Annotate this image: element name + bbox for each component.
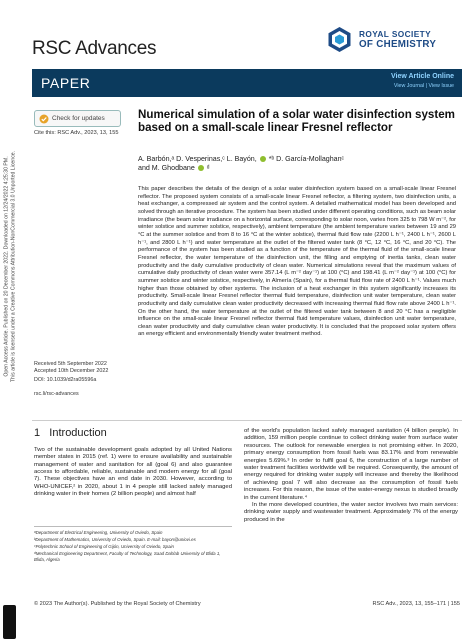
article-type-banner xyxy=(32,69,462,97)
check-for-updates-button[interactable] xyxy=(34,110,121,127)
publisher-line-2: OF CHEMISTRY xyxy=(359,39,437,50)
intro-paragraph-right-1: of the world's population lacked safely managed sanitation (4 billion people). In addition, 159 million people continue to collect drinking water from surface water resources. The outlook for renewable energies is not promising either. In 2020, primary energy consumption from fossil fuels was 83.17% and from renewable energies 5.69%.³ In order to fulfil goal 6, the construction of a large number of water treatment facilities worldwide will be required. Consequently, the amount of energy required for drinking water supply will increase and thereby the likelihood of achieving goal 7 will also decrease as the consumption of fossil fuels increases. For this reason, the issue of the water-energy nexus is studied broadly in the current literature.⁴ xyxy=(244,428,458,501)
divider xyxy=(32,420,462,421)
authors-line-2: and M. Ghodbane xyxy=(138,164,195,172)
affiliation-c: ᶜPolytechnic School of Engineering of Gijón, University of Oviedo, Spain xyxy=(34,543,174,549)
article-title: Numerical simulation of a solar water disinfection system based on a small-scale linear Fresnel reflector xyxy=(138,108,455,135)
authors-line-2b: ᵈ xyxy=(206,164,210,172)
section-heading xyxy=(34,427,107,439)
section-title: Introduction xyxy=(49,427,107,439)
orcid-icon[interactable] xyxy=(198,165,204,171)
view-journal-issue-link[interactable]: View Journal | View Issue xyxy=(393,83,454,89)
rsc-hexagon-icon xyxy=(326,26,353,53)
side-notice-line-2: This article is licensed under a Creative Commons Attribution-NonCommercial 3.0 Unported Licence. xyxy=(10,150,16,383)
check-for-updates-label: Check for updates xyxy=(52,115,105,122)
affiliation-a: ᵃDepartment of Electrical Engineering, University of Oviedo, Spain xyxy=(34,530,163,535)
check-updates-icon xyxy=(39,114,49,124)
received-date: Received 5th September 2022 xyxy=(34,361,107,367)
footnote-divider xyxy=(34,526,232,527)
intro-paragraph-left: Two of the sustainable development goals adopted by all United Nations member states in 2015 (ref. 1) were to ensure availability and sustainable management of water and sanitation for all (goal 6) and also guarantee access to affordable, reliable, sustainable and modern energy for all (goal 7). These objectives have an end date in 2030. However, according to WHO-UNICEF,² in 2020, about 1 in 4 people still lacked safely managed drinking water in their homes (2 billion people) and almost half xyxy=(34,447,232,498)
publisher-line-1: ROYAL SOCIETY xyxy=(359,29,432,39)
view-article-online-link[interactable]: View Article Online xyxy=(390,73,454,80)
received-dates xyxy=(34,361,108,375)
abstract: This paper describes the details of the design of a solar water disinfection system based on a small-scale linear Fresnel reflector. The proposed system consists of a small-scale linear Fresnel reflector, a filtering system, two disinfection units, a heat exchanger, a compressed air system and the control system. A detailed mathematical model has been developed and solved through an iterative procedure. The system has been studied under different operating conditions, such as beam solar irradiance (the beam solar irradiance on a horizontal surface, corresponding to solar noon, varies from 325 to 798 W m⁻², for winter solstice and summer solstice, respectively), ambient temperature (the ambient temperature varies between 19 and 29 °C at the summer solstice and from 8 to 16 °C at the winter solstice), thermal fluid flow rate (2200 L h⁻¹, 2400 L h⁻¹, 2600 L h⁻¹, and 2800 L h⁻¹) and water temperature at the outlet of the filtered water tank (8 °C, 12 °C, 16 °C, and 20 °C). The performance of the system has been studied as a function of the temperature of the thermal fluid of the small-scale linear Fresnel reflector, the water temperature of the disinfection unit, the filling and emptying of inertia tanks, clean water productivity and the daily cumulative productivity of clean water. Numerical simulations reveal that the maximum values of cumulative daily productivity of clean water were 357.14 (L m⁻² day⁻¹) at 100 (°C) and 198.41 (L m⁻² day⁻¹) at 100 (°C) for summer solstice and winter solstice, respectively, in Almería (Spain), for a thermal fluid flow rate of 2400 L h⁻¹. Values much higher than those obtained by other systems. The inclusion of a heat exchanger in this system significantly increases its productivity. Small-scale linear Fresnel reflector thermal fluid temperature, disinfection unit water temperature, clean water productivity and daily cumulative clean water productivity decreased with increasing thermal fluid flow rate above 2400 L h⁻¹. On the other hand, the water temperature at the outlet of the filtered water tank between 8 and 20 °C has a negligible influence on the small-scale linear Fresnel reflector thermal fluid temperature values, disinfection unit water temperature, clean water productivity and daily cumulative clean water productivity. It is concluded that the proposed solar system offers an energy efficient and environmentally friendly water treatment method. xyxy=(138,186,456,338)
authors-line-1: A. Barbón,ᵃ D. Vesperinas,ᶜ L. Bayón, xyxy=(138,155,257,163)
authors-line-1b: *ᵇ D. García-Mollaghanᶜ xyxy=(268,155,345,163)
journal-title[interactable]: RSC Advances xyxy=(32,38,157,59)
affiliation-b: ᵇDepartment of Mathematics, University of Oviedo, Spain. E-mail: bayon@uniovi.es xyxy=(34,536,196,542)
section-number: 1 xyxy=(34,427,41,439)
intro-paragraph-right-2: In the more developed countries, the water sector involves two main services: drinking water supply and wastewater treatment. Approximately 7% of the energy produced in the xyxy=(244,502,458,523)
open-access-notice xyxy=(0,60,20,620)
affiliation-d: ᵈMechanical Engineering Department, Faculty of Technology, Saad Dahlab University of Blida 1, Blida, Algeria xyxy=(34,550,221,562)
affiliations xyxy=(34,530,232,564)
copyright-footer: © 2023 The Author(s). Published by the Royal Society of Chemistry xyxy=(34,601,201,607)
side-notice-line-1: Open Access Article. Published on 20 December 2022. Downloaded on 12/24/2022 4:25:30 PM. xyxy=(3,156,10,377)
citation: Cite this: RSC Adv., 2023, 13, 155 xyxy=(34,130,119,136)
author-list xyxy=(138,155,458,173)
doi-link[interactable]: DOI: 10.1039/d2ra05596a xyxy=(34,377,97,383)
intro-column-right xyxy=(244,428,458,524)
rsc-logo[interactable] xyxy=(326,26,456,62)
creative-commons-badge[interactable] xyxy=(3,605,16,639)
accepted-date: Accepted 10th December 2022 xyxy=(34,368,109,374)
orcid-icon[interactable] xyxy=(260,156,266,162)
journal-short-link[interactable]: rsc.li/rsc-advances xyxy=(34,391,79,397)
article-type-label: PAPER xyxy=(41,75,91,91)
page-footer: RSC Adv., 2023, 13, 155–171 | 155 xyxy=(372,601,460,607)
